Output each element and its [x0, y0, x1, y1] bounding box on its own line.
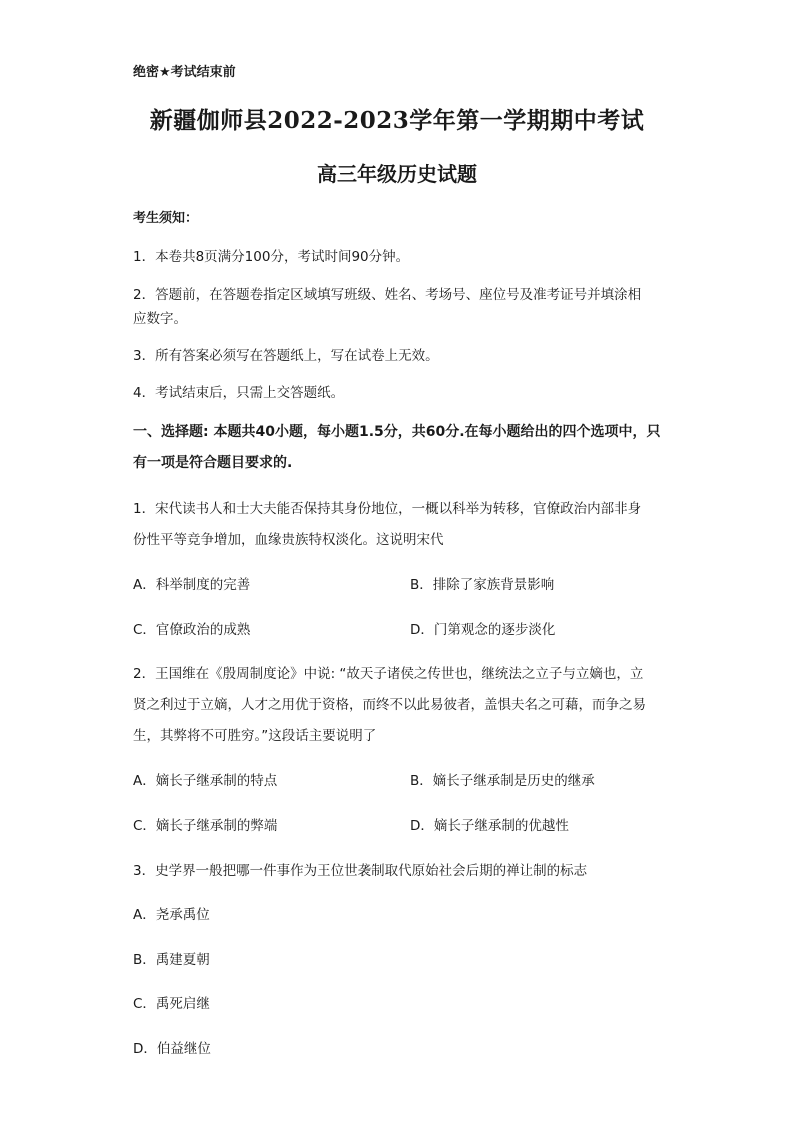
question-3-line-1: 3．史学界一般把哪一件事作为王位世袭制取代原始社会后期的禅让制的标志 [133, 863, 588, 879]
question-1-line-1: 1．宋代读书人和士大夫能否保持其身份地位，一概以科举为转移，官僚政治内部非身 [133, 501, 642, 517]
notice-item-2-line-2: 应数字。 [133, 311, 187, 327]
question-2-option-d: D．嫡长子继承制的优越性 [410, 818, 569, 834]
question-1-option-b: B．排除了家族背景影响 [410, 577, 555, 593]
question-3-option-d: D．伯益继位 [133, 1041, 211, 1057]
question-2-line-3: 生，其弊将不可胜穷。”这段话主要说明了 [133, 728, 377, 744]
question-3-option-a: A．尧承禹位 [133, 907, 210, 923]
question-2-option-c: C．嫡长子继承制的弊端 [133, 818, 278, 834]
section-heading-line-2: 有一项是符合题目要求的. [133, 455, 293, 471]
notice-item-1: 1．本卷共8页满分100分，考试时间90分钟。 [133, 249, 410, 265]
question-2-line-2: 贤之利过于立嫡，人才之用优于资格，而终不以此易彼者，盖惧夫名之可藉，而争之易 [133, 697, 646, 713]
question-1-option-d: D．门第观念的逐步淡化 [410, 622, 556, 638]
question-1-option-c: C．官僚政治的成熟 [133, 622, 251, 638]
question-1-option-a: A．科举制度的完善 [133, 577, 251, 593]
notice-heading: 考生须知： [133, 211, 199, 226]
exam-title: 新疆伽师县2022-2023学年第一学期期中考试 [149, 107, 645, 134]
question-2-option-b: B．嫡长子继承制是历史的继承 [410, 773, 595, 789]
secret-mark: 绝密★考试结束前 [133, 65, 236, 80]
question-3-option-c: C．禹死启继 [133, 996, 210, 1012]
notice-item-3: 3．所有答案必须写在答题纸上，写在试卷上无效。 [133, 348, 439, 364]
notice-item-2-line-1: 2．答题前，在答题卷指定区域填写班级、姓名、考场号、座位号及准考证号并填涂相 [133, 287, 642, 303]
question-1-line-2: 份性平等竞争增加，血缘贵族特权淡化。这说明宋代 [133, 532, 444, 548]
question-3-option-b: B．禹建夏朝 [133, 952, 210, 968]
notice-item-4: 4．考试结束后，只需上交答题纸。 [133, 385, 345, 401]
question-2-line-1: 2．王国维在《殷周制度论》中说: “故天子诸侯之传世也，继统法之立子与立嫡也，立 [133, 666, 644, 682]
section-heading-line-1: 一、选择题: 本题共40小题，每小题1.5分，共60分.在每小题给出的四个选项中，只 [133, 424, 661, 440]
exam-subtitle: 高三年级历史试题 [317, 162, 477, 186]
question-2-option-a: A．嫡长子继承制的特点 [133, 773, 278, 789]
